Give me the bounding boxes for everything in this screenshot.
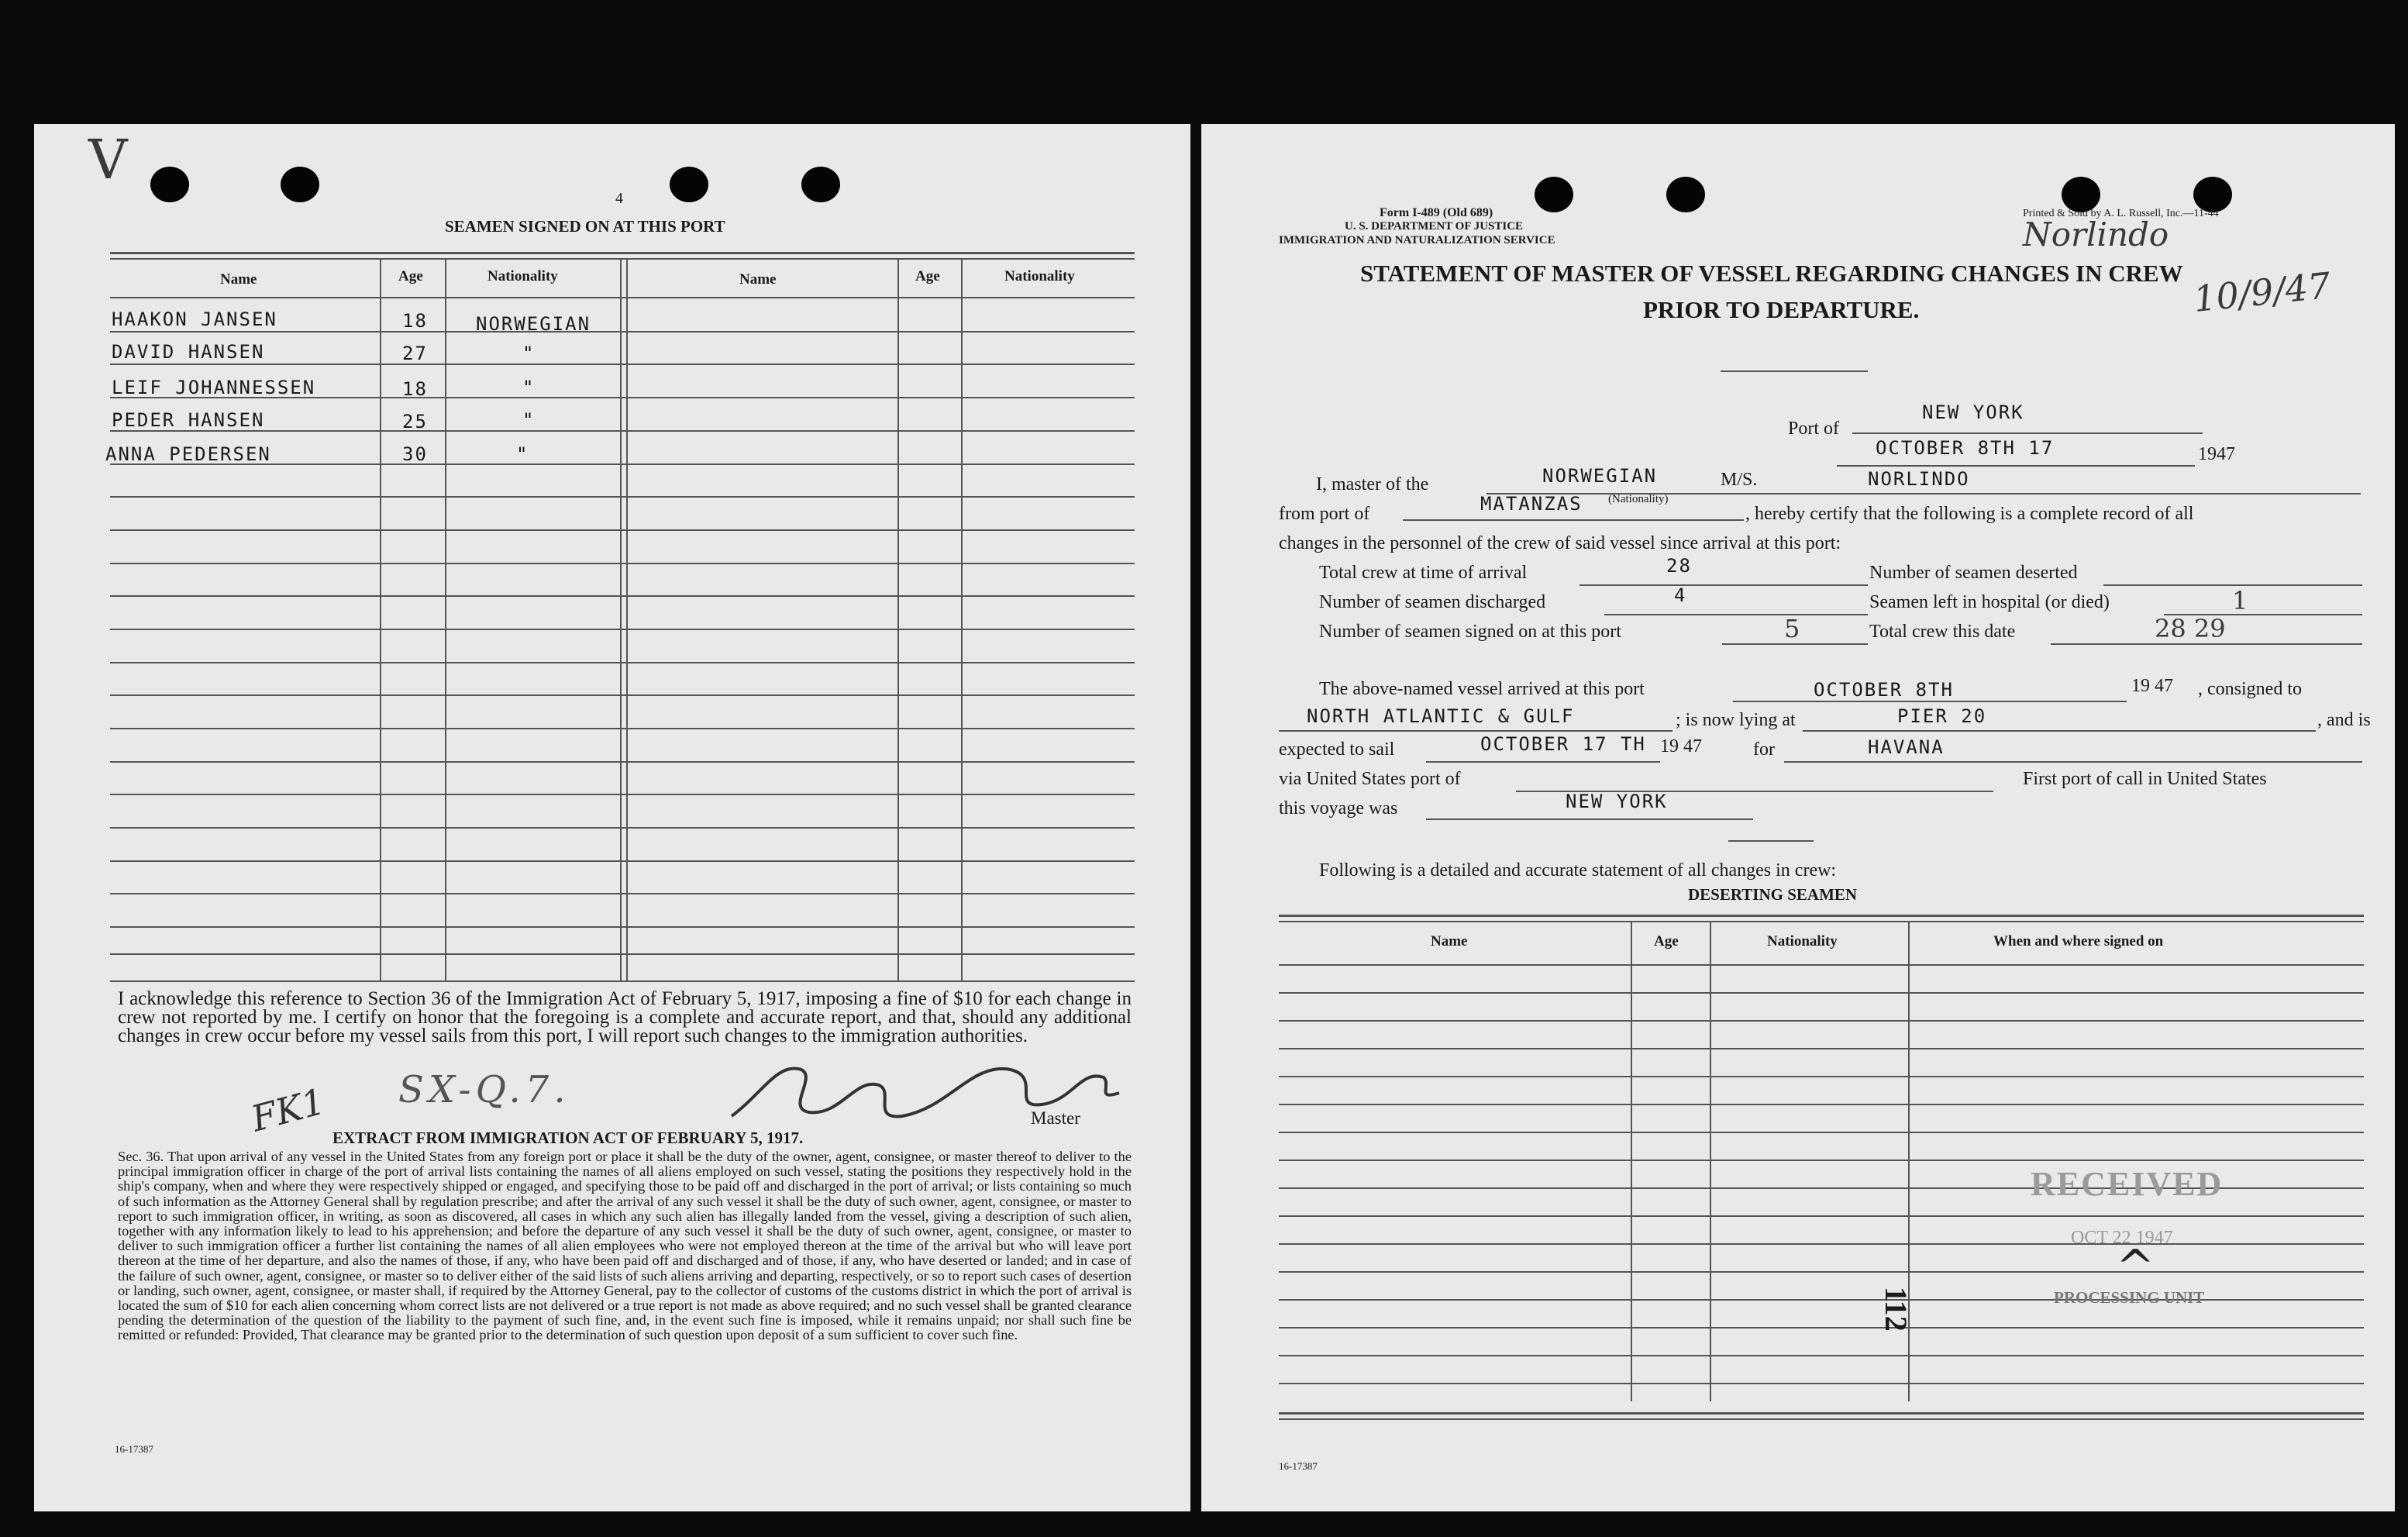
expected-label: expected to sail [1279,739,1395,760]
seaman-name: PEDER HANSEN [112,409,265,431]
footer-code: 16-17387 [1279,1460,1318,1472]
changes-text: changes in the personnel of the crew of said vessel since arrival at this port: [1279,533,1841,553]
punch-hole [1666,177,1705,212]
punch-hole [150,167,189,202]
for-label: for [1753,739,1775,760]
following-text: Following is a detailed and accurate statement of all changes in crew: [1319,860,1837,881]
processing-unit-stamp: PROCESSING UNIT [2054,1288,2205,1307]
total-arrival-value: 28 [1666,555,1692,577]
seaman-age: 18 [402,378,428,400]
discharged-value: 4 [1674,584,1687,606]
date-value: OCTOBER 8TH 17 [1876,437,2055,459]
consigned-label: , consigned to [2198,679,2302,699]
hospital-label: Seamen left in hospital (or died) [1869,592,2110,612]
service: IMMIGRATION AND NATURALIZATION SERVICE [1279,234,1555,246]
signed-on-value: 5 [1784,614,1800,643]
left-page [34,124,1190,1511]
punch-hole [801,167,840,202]
form-title-line1: STATEMENT OF MASTER OF VESSEL REGARDING CHANGES IN CREW [1360,260,2183,287]
caret-mark: ^ [2116,1240,2155,1294]
right-page [1201,124,2395,1511]
received-stamp-date: OCT 22 1947 [2071,1228,2173,1248]
column-header: Age [398,268,423,284]
vessel-name: NORLINDO [1868,468,1970,490]
deserting-column-header: When and where signed on [1993,933,2164,949]
deserting-column-header: Age [1654,933,1679,949]
master-label: Master [1031,1108,1080,1128]
page-number: 4 [615,190,623,207]
column-header: Nationality [487,268,558,284]
year-value: 1947 [2198,444,2235,464]
column-header: Age [915,268,940,284]
seaman-nationality: " [516,443,529,465]
handwritten-date: 10/9/47 [2191,264,2333,321]
acknowledgement-text: I acknowledge this reference to Section 36 of the Immigration Act of February 5, 1917, imposing a fine of $10 for each change in crew not reported by me. I certify on honor that the foregoing is a complete and accurate report, and that, should any additional changes in crew occur before my vessel sails from this port, I will report such changes to the immigration authorities. [118,988,1132,1046]
certify-text: , hereby certify that the following is a complete record of all [1745,504,2194,524]
voyage-value: NEW YORK [1566,791,1668,812]
handwritten-vessel: Norlindo [2023,215,2169,253]
arrived-value: OCTOBER 8TH [1814,679,1954,701]
seaman-age: 27 [402,343,428,364]
first-call-label: First port of call in United States [2023,769,2267,789]
deserting-column-header: Name [1431,933,1468,949]
total-date-value: 28 29 [2155,614,2226,643]
expected-year: 19 47 [1660,736,1702,756]
hospital-value: 1 [2232,586,2248,615]
punch-hole [281,167,319,202]
arrived-label: The above-named vessel arrived at this port [1319,679,1645,699]
consignee-value: NORTH ATLANTIC & GULF [1307,705,1575,727]
seaman-nationality: " [522,409,536,431]
port-value: NEW YORK [1922,401,2024,423]
via-label: via United States port of [1279,769,1461,789]
department: U. S. DEPARTMENT OF JUSTICE [1345,220,1524,233]
form-title-line2: PRIOR TO DEPARTURE. [1643,296,1920,323]
punch-hole [1535,177,1573,212]
seaman-age: 30 [402,443,428,465]
footer-code: 16-17387 [115,1443,153,1455]
check-mark: V [88,128,128,191]
deserted-label: Number of seamen deserted [1869,563,2078,583]
left-page-title: SEAMEN SIGNED ON AT THIS PORT [445,217,725,236]
seaman-name: DAVID HANSEN [112,341,265,363]
vessel-type: M/S. [1721,470,1758,490]
seaman-age: 25 [402,411,428,432]
and-is: , and is [2317,710,2371,730]
expected-value: OCTOBER 17 TH [1480,733,1646,755]
handwritten-code: SX-Q.7. [398,1068,570,1111]
form-number: Form I-489 (Old 689) [1380,206,1493,219]
column-header: Nationality [1004,268,1075,284]
total-arrival-label: Total crew at time of arrival [1319,563,1528,583]
seaman-name: ANNA PEDERSEN [105,443,271,465]
seaman-name: LEIF JOHANNESSEN [112,377,316,398]
handwritten-initials: FK1 [246,1080,329,1140]
received-stamp: RECEIVED [2031,1165,2224,1203]
seaman-nationality: NORWEGIAN [476,313,591,335]
total-date-label: Total crew this date [1869,622,2016,642]
nationality-value: NORWEGIAN [1542,465,1658,487]
extract-title: EXTRACT FROM IMMIGRATION ACT OF FEBRUARY 5, 1917. [332,1129,804,1147]
printer-credit: Printed & Sold by A. L. Russell, Inc.—11-44 [2023,208,2219,219]
stamp-number: 112 [1879,1287,1914,1332]
seaman-nationality: " [522,377,536,398]
seaman-name: HAAKON JANSEN [112,308,277,330]
from-port-value: MATANZAS [1480,493,1583,515]
deserting-title: DESERTING SEAMEN [1688,885,1858,904]
section-36-text: Sec. 36. That upon arrival of any vessel in the United States from any foreign port or place it shall be the duty of the owner, agent, consignee, or master thereof to deliver to the principal immigration officer in charge of the port of arrival lists containing the names of all aliens employed on such vessel, stating the positions they respectively hold in the ship's company, when and where they were respectively shipped or engaged, and specifying those to be paid off and discharged in the port of arrival; or lists containing so much of such information as the Attorney General shall by regulation prescribe; and after the arrival of any such vessel it shall be the duty of such owner, agent, consignee, or master to report to such immigration officer, in writing, as soon as discovered, all cases in which any such alien has illegally landed from the vessel, giving a description of such alien, together with any information likely to lead to his apprehension; and before the departure of any such vessel it shall be the duty of such owner, agent, consignee, or master to deliver to such immigration officer a further list containing the names of all alien employees who were not employed thereon at the time of the arrival but who will leave port thereon at the time of her departure, and also the names of those, if any, who have been paid off and discharged and of those, if any, who have deserted or landed; and in case of the failure of such owner, agent, consignee, or master so to deliver either of the said lists of such aliens arriving and departing, respectively, or so to report such cases of desertion or landing, such owner, agent, consignee, or master shall, if required by the Attorney General, pay to the collector of customs of the customs district in which the port of arrival is located the sum of $10 for each alien concerning whom correct lists are not delivered or a true report is not made as above required; and no such vessel shall be granted clearance pending the determination of the question of the liability to the payment of such fine, and, in the event such fine is imposed, while it remains unpaid; nor shall such fine be remitted or refunded: Provided, That clearance may be granted prior to the determination of such question upon deposit of a sum sufficient to cover such fine. [118,1149,1132,1343]
seaman-age: 18 [402,310,428,332]
voyage-label: this voyage was [1279,798,1398,818]
destination-value: HAVANA [1868,736,1945,758]
nationality-caption: (Nationality) [1608,493,1669,505]
port-label: Port of [1788,419,1839,439]
column-header: Name [739,271,777,288]
seaman-nationality: " [522,343,536,364]
lying-value: PIER 20 [1897,705,1987,727]
master-of-label: I, master of the [1316,474,1429,495]
column-header: Name [220,271,257,288]
arrived-year: 19 47 [2131,676,2173,696]
signed-on-label: Number of seamen signed on at this port [1319,622,1621,642]
from-port-label: from port of [1279,504,1370,524]
lying-label: ; is now lying at [1676,710,1796,730]
discharged-label: Number of seamen discharged [1319,592,1546,612]
deserting-column-header: Nationality [1767,933,1838,949]
punch-hole [670,167,708,202]
